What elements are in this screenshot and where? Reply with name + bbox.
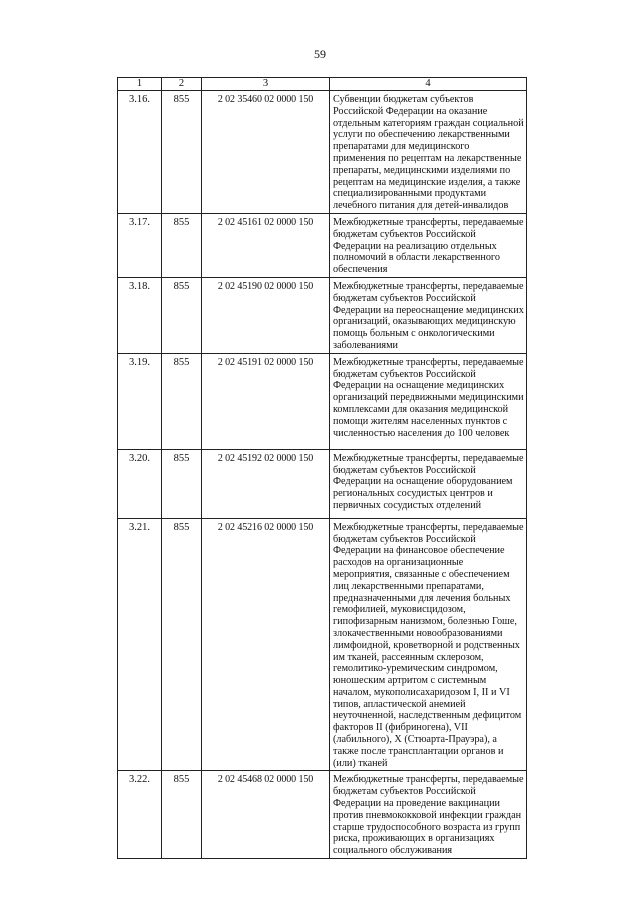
admin-code: 855 bbox=[162, 353, 202, 449]
table-row bbox=[118, 449, 527, 518]
revenue-description: Межбюджетные трансферты, передаваемые бюджетам субъектов Российской Федерации на переоснащение медицинских организаций, оказывающих медицинскую помощь больным с онкологическими заболеваниями bbox=[330, 277, 527, 353]
header-col-3: 3 bbox=[202, 78, 330, 91]
page-number: 59 bbox=[314, 47, 326, 61]
budget-classification-code: 2 02 45216 02 0000 150 bbox=[202, 518, 330, 771]
row-number: 3.19. bbox=[118, 353, 162, 449]
admin-code: 855 bbox=[162, 91, 202, 214]
budget-revenue-table bbox=[117, 77, 527, 859]
row-number: 3.16. bbox=[118, 91, 162, 214]
header-col-4: 4 bbox=[330, 78, 527, 91]
admin-code: 855 bbox=[162, 277, 202, 353]
table-row bbox=[118, 277, 527, 353]
table-row bbox=[118, 353, 527, 449]
revenue-description: Межбюджетные трансферты, передаваемые бюджетам субъектов Российской Федерации на реализацию отдельных полномочий в области лекарственного обеспечения bbox=[330, 213, 527, 277]
row-number: 3.20. bbox=[118, 449, 162, 518]
header-col-2: 2 bbox=[162, 78, 202, 91]
header-col-1: 1 bbox=[118, 78, 162, 91]
revenue-description: Межбюджетные трансферты, передаваемые бюджетам субъектов Российской Федерации на оснащение оборудованием региональных сосудистых центров и первичных сосудистых отделений bbox=[330, 449, 527, 518]
admin-code: 855 bbox=[162, 213, 202, 277]
row-number: 3.18. bbox=[118, 277, 162, 353]
table-row bbox=[118, 91, 527, 214]
admin-code: 855 bbox=[162, 771, 202, 859]
row-number: 3.22. bbox=[118, 771, 162, 859]
budget-classification-code: 2 02 45191 02 0000 150 bbox=[202, 353, 330, 449]
budget-classification-code: 2 02 45161 02 0000 150 bbox=[202, 213, 330, 277]
revenue-description: Межбюджетные трансферты, передаваемые бюджетам субъектов Российской Федерации на оснащение медицинских организаций передвижными медицинскими комплексами для оказания медицинской помощи жителям населенных пунктов с численностью населения до 100 человек bbox=[330, 353, 527, 449]
budget-classification-code: 2 02 35460 02 0000 150 bbox=[202, 91, 330, 214]
budget-classification-code: 2 02 45192 02 0000 150 bbox=[202, 449, 330, 518]
table-row bbox=[118, 213, 527, 277]
table-row bbox=[118, 518, 527, 771]
table-header-row bbox=[118, 78, 527, 91]
revenue-description: Субвенции бюджетам субъектов Российской Федерации на оказание отдельным категориям граждан социальной услуги по обеспечению лекарственными препаратами для медицинского применения по рецептам на лекарственные препараты, медицинскими изделиями по рецептам на медицинские изделия, а также специализированными продуктами лечебного питания для детей-инвалидов bbox=[330, 91, 527, 214]
row-number: 3.21. bbox=[118, 518, 162, 771]
revenue-description: Межбюджетные трансферты, передаваемые бюджетам субъектов Российской Федерации на финансовое обеспечение расходов на организационные мероприятия, связанные с обеспечением лиц лекарственными препаратами, предназначенными для лечения больных гемофилией, муковисцидозом, гипофизарным нанизмом, болезнью Гоше, злокачественными новообразованиями лимфоидной, кроветворной и родственных им тканей, рассеянным склерозом, гемолитико-уремическим синдромом, юношеским артритом с системным началом, мукополисахаридозом I, II и VI типов, апластической анемией неуточненной, наследственным дефицитом факторов II (фибриногена), VII (лабильного), X (Стюарта-Прауэра), а также после трансплантации органов и (или) тканей bbox=[330, 518, 527, 771]
table-row bbox=[118, 771, 527, 859]
budget-classification-code: 2 02 45190 02 0000 150 bbox=[202, 277, 330, 353]
row-number: 3.17. bbox=[118, 213, 162, 277]
budget-classification-code: 2 02 45468 02 0000 150 bbox=[202, 771, 330, 859]
admin-code: 855 bbox=[162, 518, 202, 771]
revenue-description: Межбюджетные трансферты, передаваемые бюджетам субъектов Российской Федерации на проведение вакцинации против пневмококковой инфекции граждан старше трудоспособного возраста из групп риска, проживающих в организациях социального обслуживания bbox=[330, 771, 527, 859]
admin-code: 855 bbox=[162, 449, 202, 518]
